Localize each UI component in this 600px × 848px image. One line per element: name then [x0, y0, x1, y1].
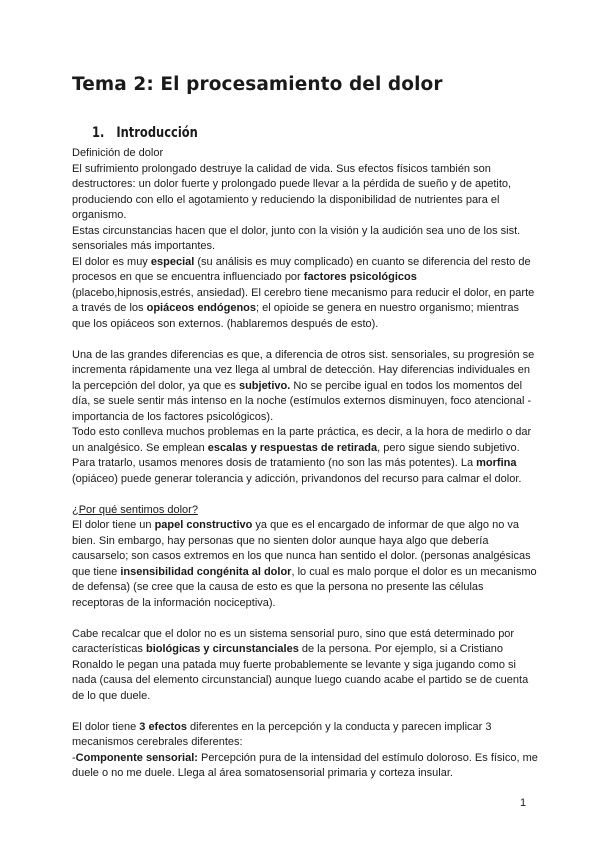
- paragraph-2: Estas circunstancias hacen que el dolor, junto con la visión y la audición sea uno de los sist. sensoriales más importantes.: [72, 224, 521, 252]
- p3-bold-especial: especial: [150, 255, 195, 268]
- p6-text-a: El dolor tiene un: [72, 519, 155, 531]
- p6-text-c: ya que es el encargado de informar de que algo no va bien. Sin embargo, hay personas que no sienten dolor aunque haya algo que debería causarselo; son casos extremos en los que nunca han sentido el dolor. (personas analgésicas que tiene: [72, 519, 531, 578]
- section-heading: [92, 125, 198, 141]
- p8-text-c: diferentes en la percepción y la conducta y parecen implicar 3 mecanismos cerebrales diferentes:: [72, 720, 492, 748]
- p5-text-a: Todo esto conlleva muchos problemas en la parte práctica, es decir, a la hora de medirlo o dar un analgésico. Se emplean: [72, 426, 532, 454]
- document-body: [72, 146, 538, 782]
- paragraph-9: [72, 751, 538, 782]
- paragraph-gap: [72, 611, 538, 627]
- paragraph-5: [72, 425, 538, 487]
- p9-text-c: Percepción pura de la intensidad del estímulo doloroso. Es físico, me duele o no me duele. Llega al área somatosensorial primaria y corteza insular.: [72, 751, 538, 779]
- p6-bold-papel: papel constructivo: [154, 519, 253, 531]
- page-number: 1: [520, 797, 527, 809]
- subheading-definicion: Definición de dolor: [72, 147, 164, 159]
- paragraph-7: [72, 627, 538, 705]
- p3-text-g: ; el opioide se genera en nuestro organismo; mientras que los opiáceos son externos. (hablaremos después de esto).: [72, 302, 519, 330]
- p6-bold-insensibilidad: insensibilidad congénita al dolor: [120, 565, 292, 578]
- p4-text-c: No se percibe igual en todos los momentos del día, se suele sentir más intenso en la noche (estímulos externos disminuyen, foco atencional - importancia de los factores psicológicos).: [72, 379, 532, 423]
- p7-bold-biologicas: biológicas y circunstanciales: [145, 643, 299, 655]
- paragraph-gap: [72, 332, 538, 348]
- paragraph-gap: [72, 704, 538, 720]
- p3-text-e: (placebo,hipnosis,estrés, ansiedad). El cerebro tiene mecanismo para reducir el dolor, en parte a través de los: [72, 286, 535, 314]
- p7-text-a: Cabe recalcar que el dolor no es un sistema sensorial puro, sino que está determinado por características: [72, 627, 515, 655]
- paragraph-3: [72, 255, 538, 333]
- page-title: Tema 2: El procesamiento del dolor: [72, 74, 443, 95]
- paragraph-1: El sufrimiento prolongado destruye la calidad de vida. Sus efectos físicos también son destructores: un dolor fuerte y prolongado puede llevar a la pérdida de sueño y de apetito, produciendo con ello el agotamiento y reduciendo la disponibilidad de nutrientes para el organismo.: [72, 162, 512, 221]
- paragraph-gap: [72, 487, 538, 503]
- p3-text-a: El dolor es muy: [72, 255, 151, 268]
- paragraph-4: [72, 348, 538, 426]
- section-number: 1.: [92, 125, 105, 141]
- p9-dash: -: [72, 751, 76, 764]
- paragraph-6: [72, 518, 538, 611]
- p3-bold-factores: factores psicológicos: [303, 271, 417, 283]
- section-title: Introducción: [116, 125, 198, 141]
- p8-text-a: El dolor tiene: [72, 720, 140, 733]
- p4-text-a: Una de las grandes diferencias es que, a diferencia de otros sist. sensoriales, su progresión se incrementa rápidamente una vez llega al umbral de detección. Hay diferencias individuales en la percepción del dolor, ya que es: [72, 348, 535, 392]
- p3-bold-opiaceos: opiáceos endógenos: [146, 302, 257, 314]
- p5-text-e: (opiáceo) puede generar tolerancia y adicción, privandonos del recurso para calmar el dolor.: [72, 472, 522, 485]
- paragraph-8: [72, 720, 538, 751]
- p9-bold-componente: Componente sensorial:: [75, 751, 198, 764]
- p5-bold-escalas: escalas y respuestas de retirada: [207, 441, 378, 454]
- p6-text-e: , lo cual es malo porque el dolor es un mecanismo de defensa) (se cree que la causa de esto es que la persona no presente las células receptoras de la información nociceptiva).: [72, 565, 537, 609]
- p5-bold-morfina: morfina: [476, 457, 517, 469]
- p3-text-c: (su análisis es muy complicado) en cuanto se diferencia del resto de procesos en que se encuentra influenciado por: [72, 255, 531, 283]
- p8-bold-efectos: 3 efectos: [139, 720, 187, 733]
- p7-text-c: de la persona. Por ejemplo, si a Cristiano Ronaldo le pegan una patada muy fuerte probablemente se levante y siga jugando como si nada (causa del elemento circunstancial) aunque luego cuando acabe el partido se de cuenta de lo que duele.: [72, 643, 529, 702]
- question-heading: ¿Por qué sentimos dolor?: [72, 503, 198, 516]
- p5-text-c: , pero sigue siendo subjetivo. Para tratarlo, usamos menores dosis de tratamiento (no son las más potentes). La: [72, 441, 520, 469]
- p4-bold-subjetivo: subjetivo.: [238, 379, 291, 392]
